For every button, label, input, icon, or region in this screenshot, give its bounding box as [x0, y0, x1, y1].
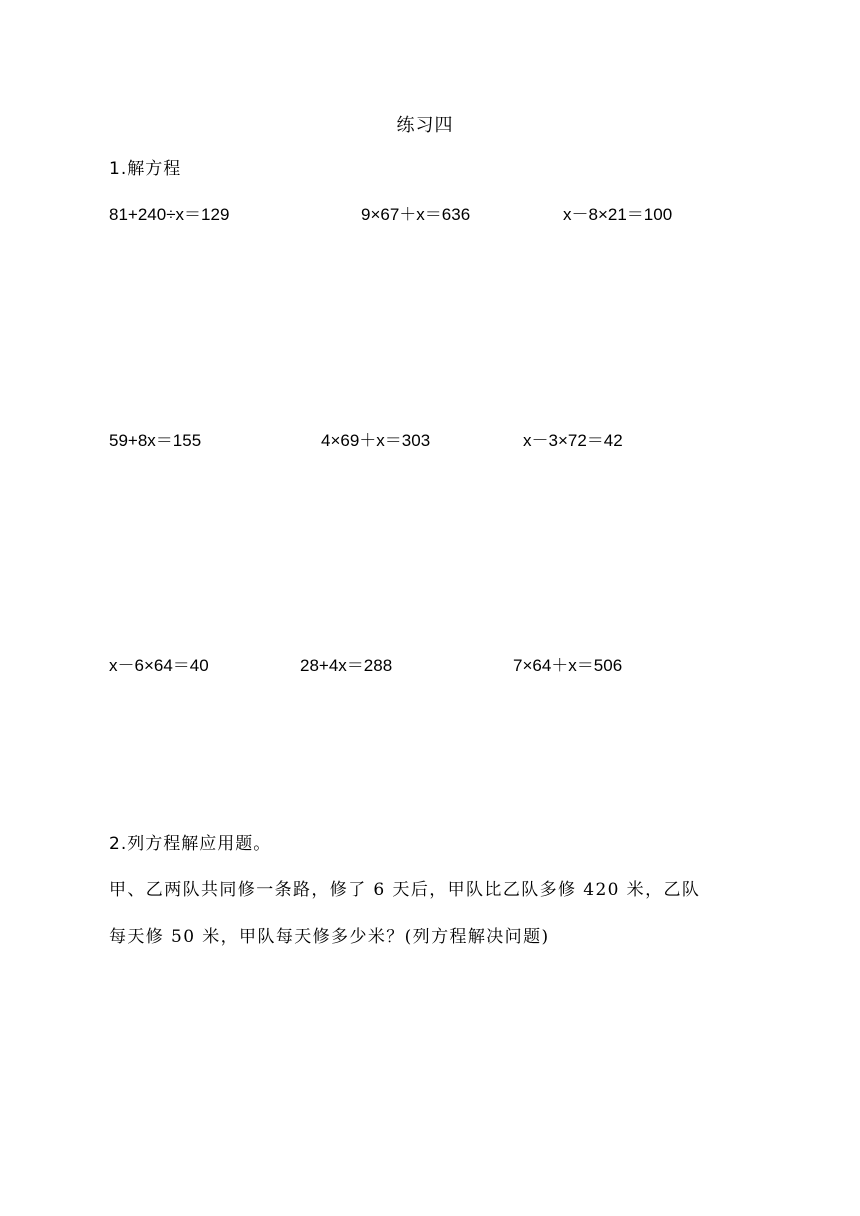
- equation-1: 81+240÷x＝129: [109, 205, 230, 224]
- equation-6: x－3×72＝42: [523, 431, 623, 450]
- equation-8: 28+4x＝288: [300, 656, 393, 675]
- page-title: 练习四: [396, 115, 454, 136]
- equation-3: x－8×21＝100: [563, 205, 673, 224]
- equation-2: 9×67＋x＝636: [361, 205, 471, 224]
- word-problem-line-1: 甲、乙两队共同修一条路，修了 6 天后，甲队比乙队多修 420 米，乙队: [109, 880, 701, 900]
- word-problem-line-2: 每天修 50 米，甲队每天修多少米？(列方程解决问题): [109, 927, 550, 947]
- equation-7: x－6×64＝40: [109, 656, 209, 675]
- equation-9: 7×64＋x＝506: [513, 656, 623, 675]
- section-1-heading: 1.解方程: [109, 159, 182, 179]
- equation-4: 59+8x＝155: [109, 431, 202, 450]
- equation-5: 4×69＋x＝303: [321, 431, 431, 450]
- section-2-heading: 2.列方程解应用题。: [109, 834, 272, 854]
